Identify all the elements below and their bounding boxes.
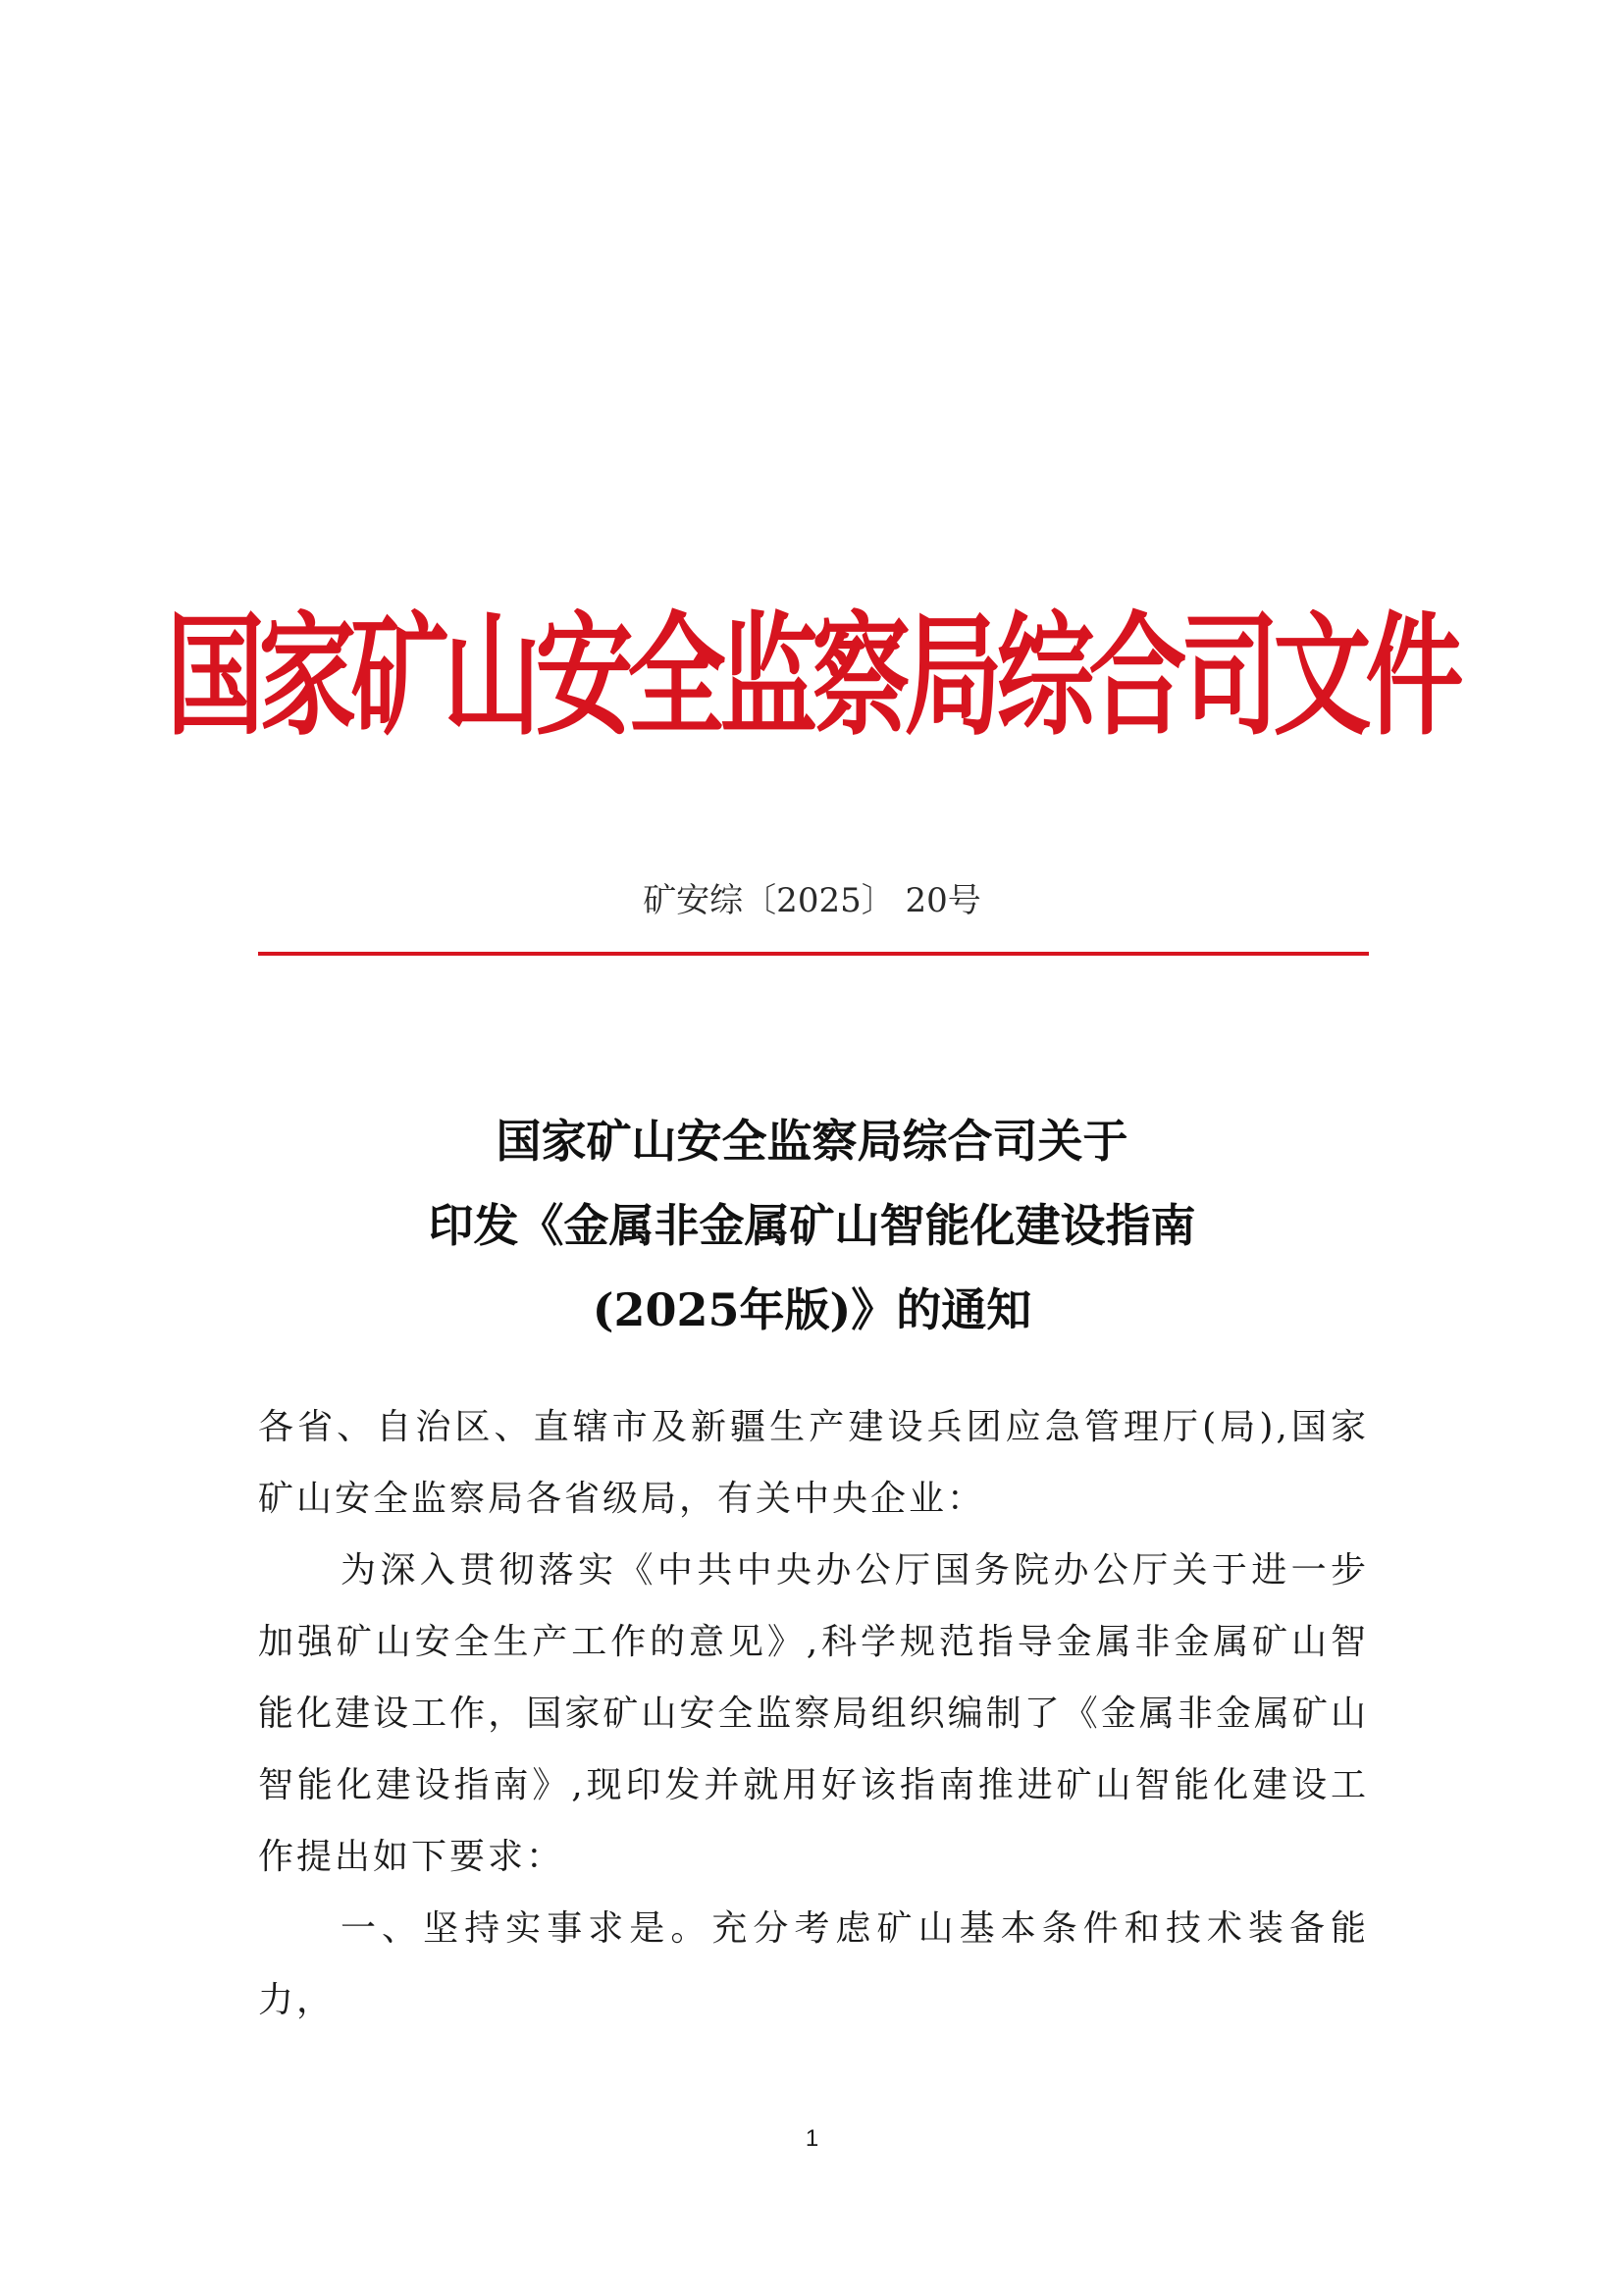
masthead <box>166 589 1458 765</box>
title-line: 国家矿山安全监察局综合司关于 <box>496 1115 1128 1168</box>
title-line: (2025年版)》的通知 <box>592 1283 1032 1336</box>
body-paragraph: 为深入贯彻落实《中共中央办公厅国务院办公厅关于进一步加强矿山安全生产工作的意见》,科学规范指导金属非金属矿山智能化建设工作，国家矿山安全监察局组织编制了《金属非金属矿山智能化建设指南》,现印发并就用好该指南推进矿山智能化建设工作提出如下要求： <box>258 1550 1369 1877</box>
body-paragraph: 一、坚持实事求是。充分考虑矿山基本条件和技术装备能力， <box>258 1908 1369 2020</box>
addressee-paragraph: 各省、自治区、直辖市及新疆生产建设兵团应急管理厅(局),国家矿山安全监察局各省级局，有关中央企业： <box>258 1407 1369 1519</box>
page-number: 1 <box>805 2125 819 2152</box>
masthead-title: 国家矿山安全监察局综合司文件 <box>166 599 1458 755</box>
body-text <box>258 1391 1369 2036</box>
red-divider-line <box>258 952 1369 956</box>
document-number: 矿安综〔2025〕 20号 <box>643 881 981 920</box>
title-line: 印发《金属非金属矿山智能化建设指南 <box>428 1199 1196 1252</box>
notice-title <box>0 1099 1624 1352</box>
